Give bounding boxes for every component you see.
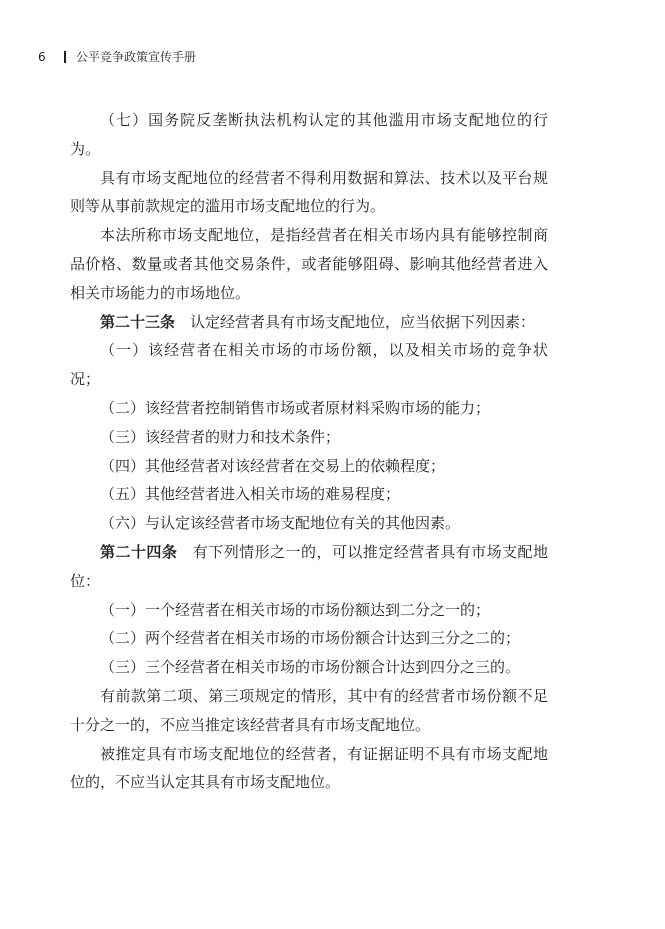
list-item: （六）与认定该经营者市场支配地位有关的其他因素。 bbox=[100, 514, 461, 533]
header-separator bbox=[64, 51, 66, 63]
list-item: （三）该经营者的财力和技术条件； bbox=[100, 427, 341, 446]
paragraph: （七）国务院反垄断执法机构认定的其他滥用市场支配地位的行为。 bbox=[70, 111, 548, 158]
running-header bbox=[38, 48, 196, 65]
article-number: 第二十四条 bbox=[100, 542, 178, 561]
list-item: （一）该经营者在相关市场的市场份额，以及相关市场的竞争状况； bbox=[70, 341, 548, 389]
paragraph: 具有市场支配地位的经营者不得利用数据和算法、技术以及平台规则等从事前款规定的滥用市场支配地位的行为。 bbox=[70, 168, 548, 216]
list-item: （一）一个经营者在相关市场的市场份额达到二分之一的； bbox=[100, 600, 491, 619]
list-item: （三）三个经营者在相关市场的市场份额合计达到四分之三的。 bbox=[100, 658, 521, 677]
paragraph: 本法所称市场支配地位，是指经营者在相关市场内具有能够控制商品价格、数量或者其他交易条件，或者能够阻碍、影响其他经营者进入相关市场能力的市场地位。 bbox=[70, 226, 548, 302]
list-item: （二）两个经营者在相关市场的市场份额合计达到三分之二的； bbox=[100, 629, 521, 648]
book-title: 公平竞争政策宣传手册 bbox=[76, 50, 197, 64]
page-body bbox=[70, 106, 548, 797]
article-number: 第二十三条 bbox=[100, 312, 176, 331]
page-number: 6 bbox=[38, 49, 46, 64]
paragraph: 被推定具有市场支配地位的经营者，有证据证明不具有市场支配地位的，不应当认定其具有市场支配地位。 bbox=[70, 744, 548, 792]
article-paragraph: 第二十四条 有下列情形之一的，可以推定经营者具有市场支配地位： bbox=[70, 542, 548, 590]
article-paragraph: 第二十三条 认定经营者具有市场支配地位，应当依据下列因素： bbox=[100, 312, 536, 331]
list-item: （五）其他经营者进入相关市场的难易程度； bbox=[100, 485, 401, 504]
paragraph: 有前款第二项、第三项规定的情形，其中有的经营者市场份额不足十分之一的，不应当推定该经营者具有市场支配地位。 bbox=[70, 686, 548, 734]
list-item: （四）其他经营者对该经营者在交易上的依赖程度； bbox=[100, 456, 446, 475]
list-item: （二）该经营者控制销售市场或者原材料采购市场的能力； bbox=[100, 398, 491, 417]
